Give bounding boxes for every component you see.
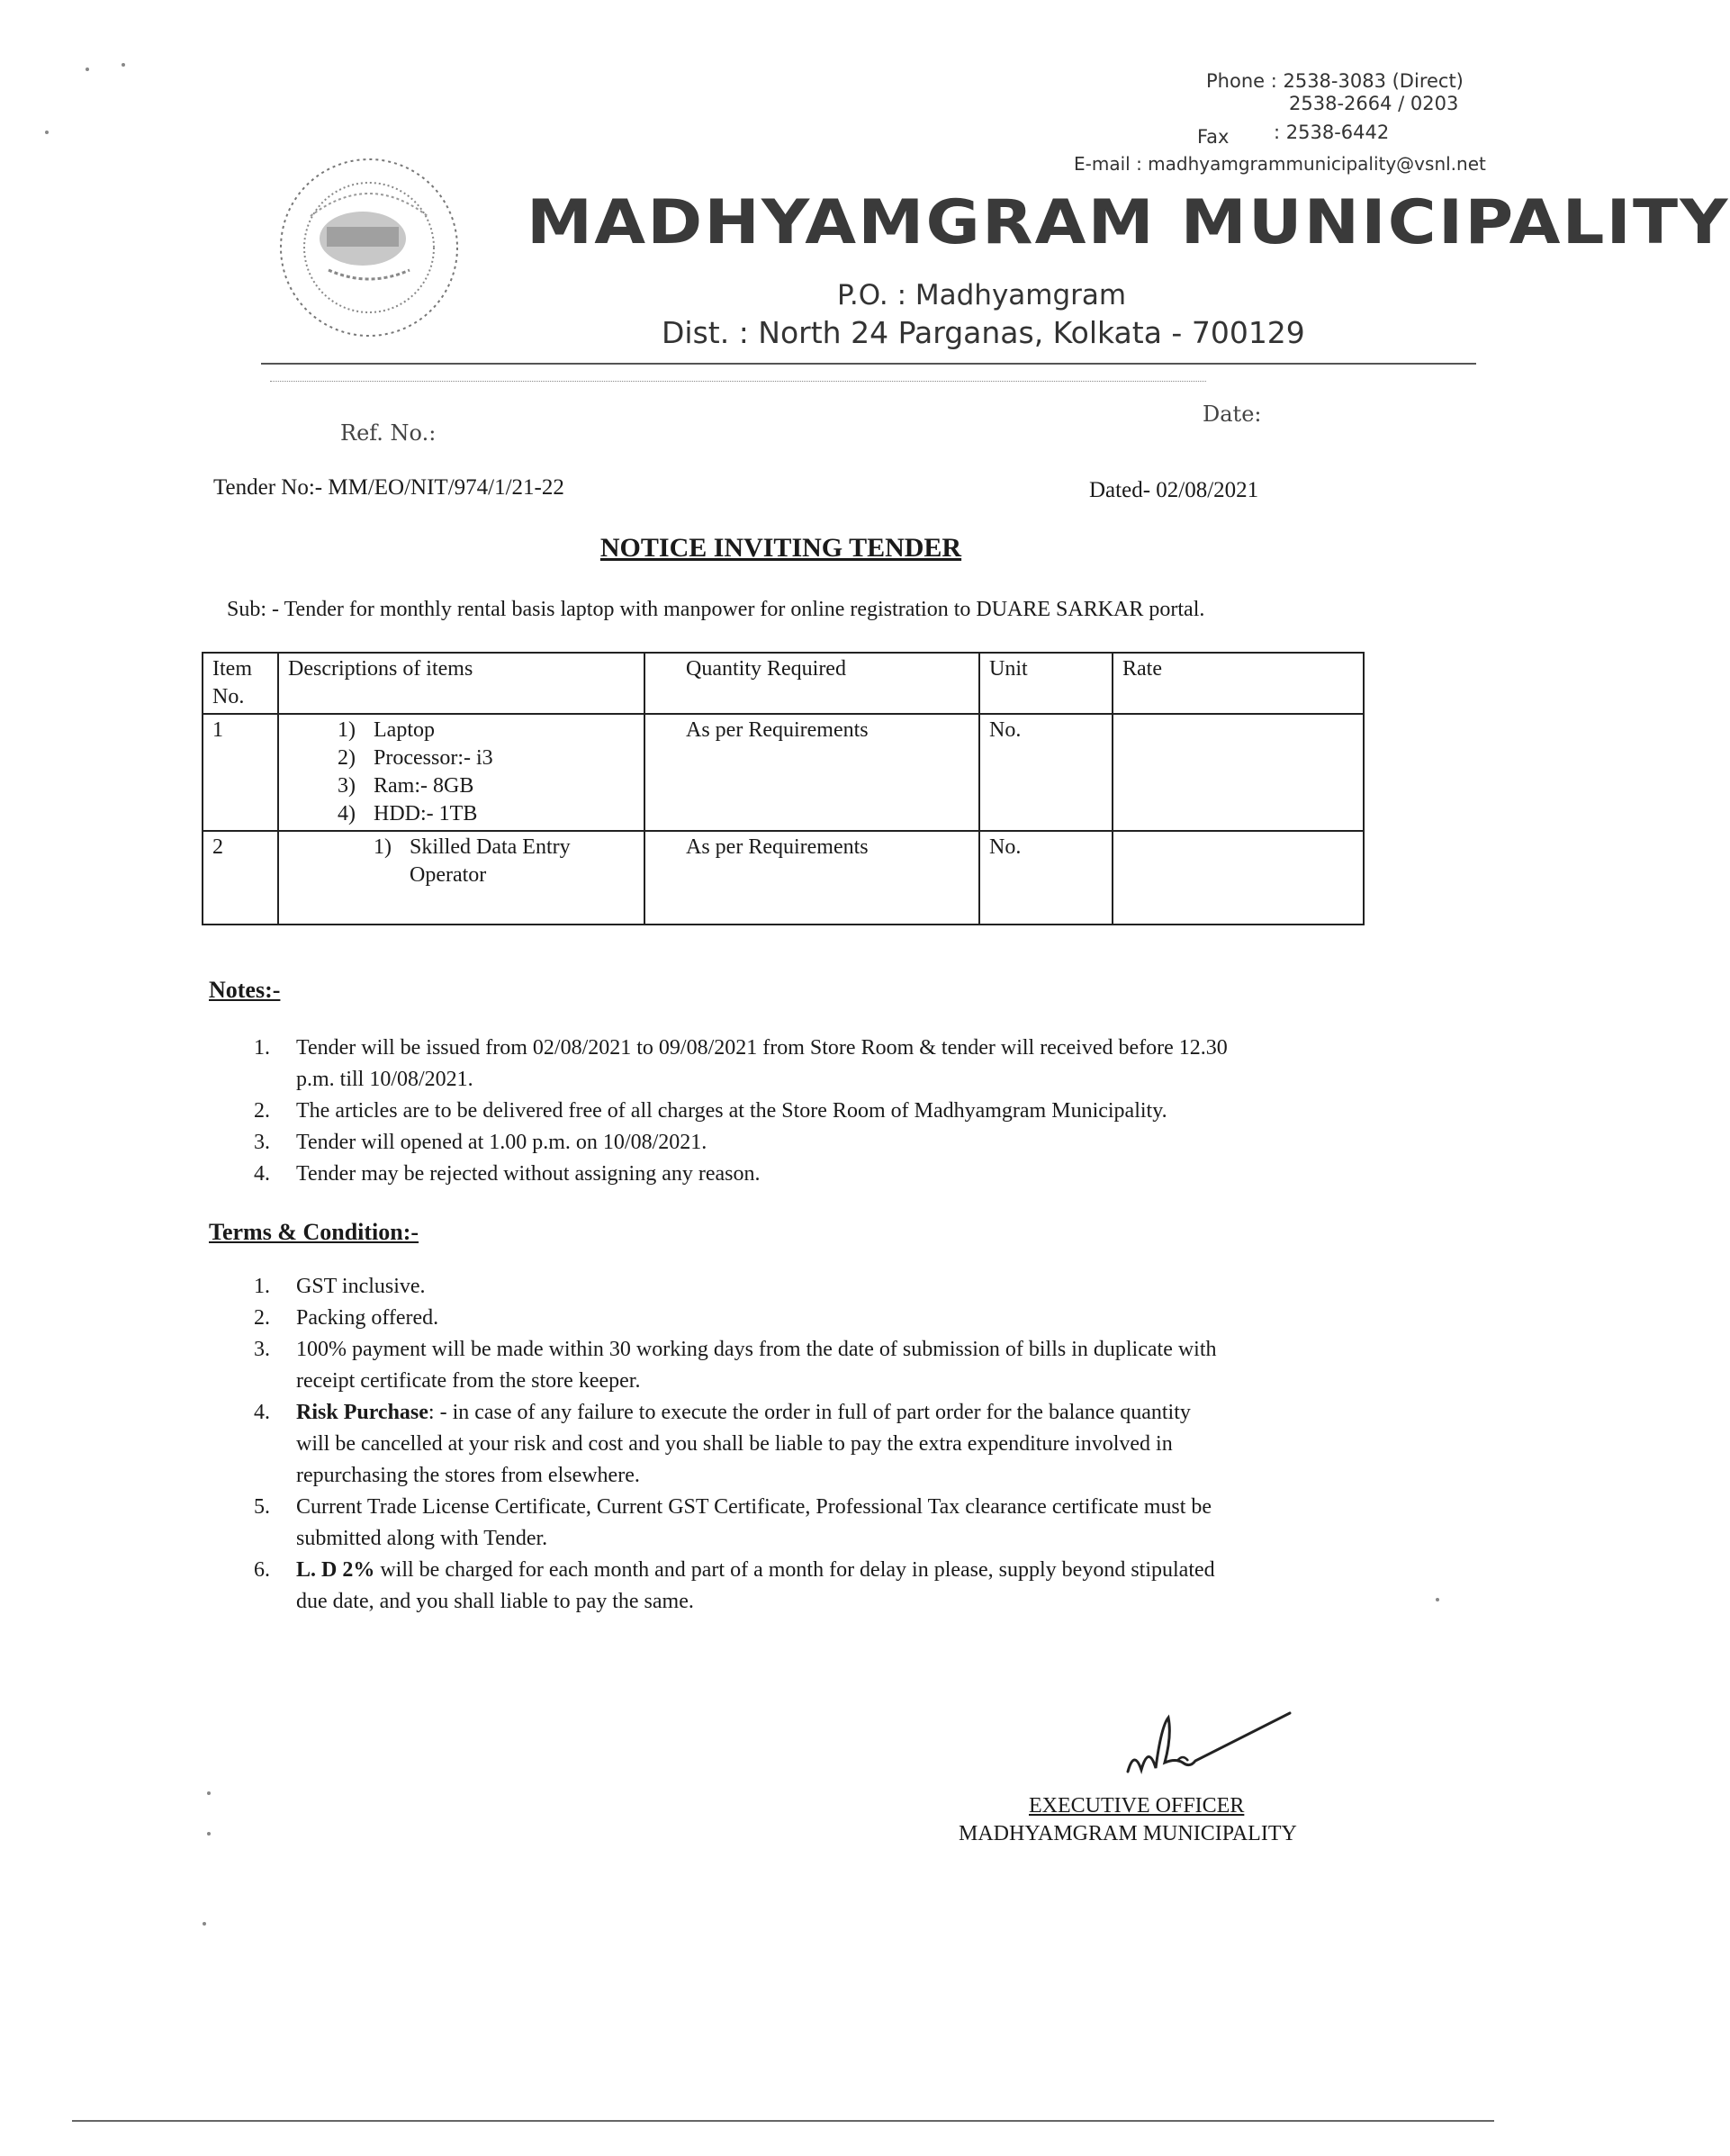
liquidated-damages-label: L. D 2% [296, 1558, 375, 1582]
date-label: Date: [1203, 401, 1262, 427]
post-office: P.O. : Madhyamgram [837, 279, 1127, 311]
scan-speck [86, 68, 89, 71]
tender-date: Dated- 02/08/2021 [1089, 478, 1259, 502]
email-address: E-mail : madhyamgrammunicipality@vsnl.net [1074, 153, 1486, 175]
notice-title: NOTICE INVITING TENDER [599, 533, 962, 563]
notes-heading: Notes:- [209, 977, 281, 1003]
tender-number: Tender No:- MM/EO/NIT/974/1/21-22 [213, 475, 564, 500]
page-bottom-edge [72, 2120, 1494, 2122]
list-item: 3) Ram:- 8GB [338, 774, 474, 798]
municipal-seal-icon [275, 153, 464, 342]
row-rate [1113, 831, 1364, 925]
list-item: 5. Current Trade License Certificate, Current GST Certificate, Professional Tax clearance certificate must be submitted along with Tender. [254, 1495, 1212, 1550]
header-rate: Rate [1113, 653, 1364, 714]
ref-no-label: Ref. No.: [340, 420, 437, 446]
letterhead-rule-dotted [270, 381, 1206, 382]
list-item: 4) HDD:- 1TB [338, 802, 478, 825]
phone-number: Phone : 2538-3083 (Direct) [1206, 70, 1464, 92]
row-rate [1113, 714, 1364, 831]
handwritten-signature-icon [1123, 1709, 1294, 1790]
row-description [278, 831, 644, 925]
table-header-row [203, 653, 1364, 714]
fax-number: : 2538-6442 [1274, 122, 1390, 143]
list-item: 1) Skilled Data Entry [374, 835, 571, 859]
list-item: 4. Risk Purchase: - in case of any failure to execute the order in full of part order for the balance quantity will be cancelled at your risk and cost and you shall be liable to pay the extra expenditure involved in repurchasing the stores from elsewhere. [254, 1401, 1191, 1487]
municipality-name: MADHYAMGRAM MUNICIPALITY [527, 187, 1730, 258]
header-unit: Unit [979, 653, 1113, 714]
signatory-title: EXECUTIVE OFFICER [1029, 1794, 1245, 1818]
risk-purchase-label: Risk Purchase [296, 1401, 428, 1424]
scan-speck [122, 63, 125, 67]
header-quantity: Quantity Required [644, 653, 979, 714]
list-item: 3. Tender will opened at 1.00 p.m. on 10/08/2021. [254, 1131, 707, 1154]
row-unit: No. [979, 714, 1113, 831]
row-quantity: As per Requirements [644, 714, 979, 831]
list-item: 6. L. D 2% will be charged for each month and part of a month for delay in please, supply beyond stipulated due date, and you shall liable to pay the same. [254, 1558, 1215, 1613]
scan-speck [207, 1791, 211, 1795]
list-item: 4. Tender may be rejected without assigning any reason. [254, 1162, 761, 1186]
row-description [278, 714, 644, 831]
items-table [202, 652, 1365, 925]
scan-speck [45, 131, 49, 134]
list-item: 3. 100% payment will be made within 30 working days from the date of submission of bills in duplicate with receipt certificate from the store keeper. [254, 1338, 1217, 1393]
row-quantity: As per Requirements [644, 831, 979, 925]
list-item: 1. Tender will be issued from 02/08/2021 to 09/08/2021 from Store Room & tender will received before 12.30 p.m. till 10/08/2021. [254, 1036, 1228, 1091]
list-item: 2. Packing offered. [254, 1306, 439, 1330]
scan-speck [207, 1832, 211, 1836]
fax-label: Fax [1197, 126, 1230, 148]
signatory-organization: MADHYAMGRAM MUNICIPALITY [959, 1822, 1297, 1845]
header-description: Descriptions of items [278, 653, 644, 714]
row-item-no: 2 [203, 831, 278, 925]
scan-speck [203, 1922, 206, 1926]
list-item: Operator [410, 863, 487, 887]
letterhead-rule [261, 363, 1476, 365]
list-item: 1. GST inclusive. [254, 1275, 426, 1298]
subject-line: Sub: - Tender for monthly rental basis laptop with manpower for online registration to DUARE SARKAR portal. [227, 598, 1205, 621]
row-unit: No. [979, 831, 1113, 925]
list-item: 2) Processor:- i3 [338, 746, 493, 770]
terms-heading: Terms & Condition:- [209, 1219, 419, 1245]
district-address: Dist. : North 24 Parganas, Kolkata - 700129 [662, 315, 1305, 350]
list-item: 1) Laptop [338, 718, 435, 742]
scan-speck [1436, 1598, 1439, 1601]
row-item-no: 1 [203, 714, 278, 831]
phone-number-2: 2538-2664 / 0203 [1289, 93, 1459, 114]
list-item: 2. The articles are to be delivered free of all charges at the Store Room of Madhyamgram Municipality. [254, 1099, 1167, 1123]
notes-list [0, 1033, 1358, 1190]
table-row [203, 831, 1364, 925]
terms-list [0, 1271, 1358, 1618]
header-item-no: Item No. [203, 653, 278, 714]
table-row [203, 714, 1364, 831]
